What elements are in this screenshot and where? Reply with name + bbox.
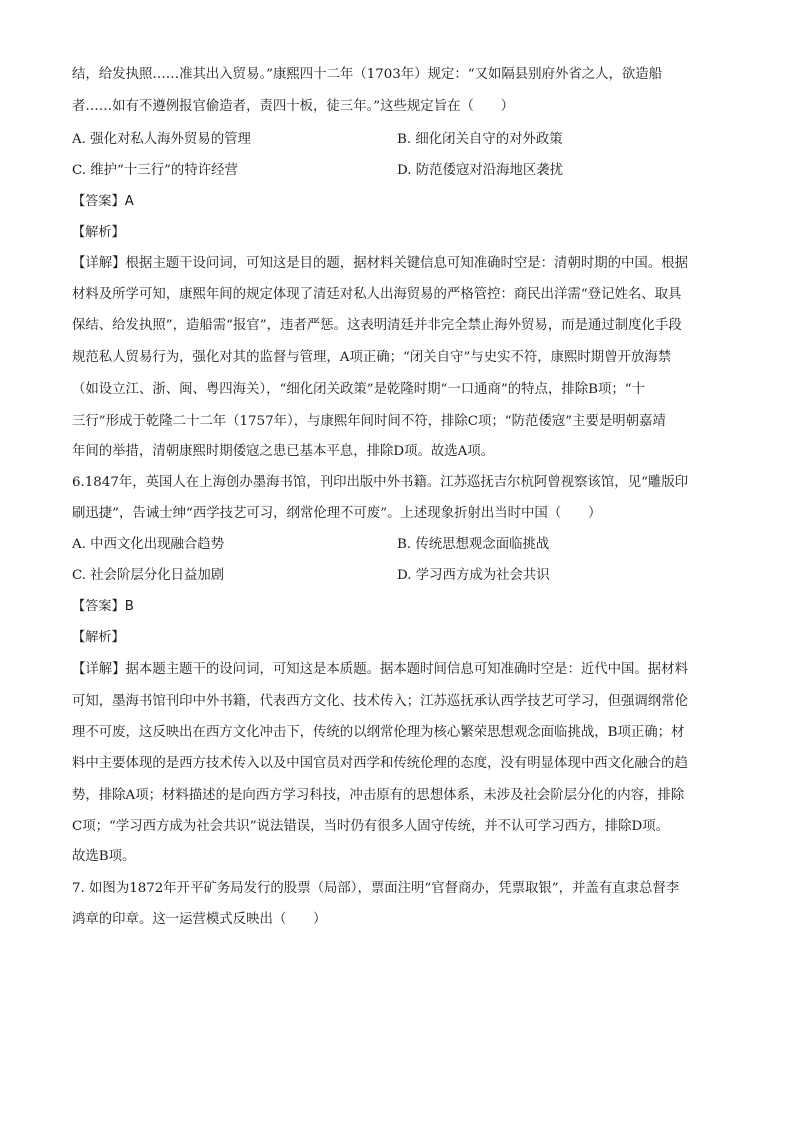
q6-detail-line: 势，排除A项；材料描述的是向西方学习科技，冲击原有的思想体系，未涉及社会阶层分化的内容，排除: [72, 788, 685, 803]
q6-option-c: C. 社会阶层分化日益加剧: [72, 568, 225, 583]
q6-answer: 【答案】B: [72, 599, 134, 614]
q6-option-d: D. 学习西方成为社会共识: [397, 568, 550, 583]
q5-detail-line: （如设立江、浙、闽、粤四海关），“细化闭关政策”是乾隆时期“一口通商”的特点，排除B项；“十: [72, 382, 645, 397]
q5-detail-line: 年间的举措，清朝康熙时期倭寇之患已基本平息，排除D项。故选A项。: [72, 444, 495, 459]
q6-option-b: B. 传统思想观念面临挑战: [397, 537, 550, 552]
q5-detail-line: 保结、给发执照”，造船需“报官”，违者严惩。这表明清廷并非完全禁止海外贸易，而是通过制度化手段: [72, 318, 682, 333]
q6-detail-line: 【详解】据本题主题干的设问词，可知这是本质题。据本题时间信息可知准确时空是：近代中国。据材料: [72, 662, 688, 677]
q6-detail-line: 可知，墨海书馆刊印中外书籍，代表西方文化、技术传入；江苏巡抚承认西学技艺可学习，但强调纲常伦: [72, 694, 688, 709]
q7-stem-line: 7. 如图为1872年开平矿务局发行的股票（局部），票面注明“官督商办，凭票取银”，并盖有直隶总督李: [72, 881, 680, 896]
q5-option-d: D. 防范倭寇对沿海地区袭扰: [397, 163, 564, 178]
intro-line: 结，给发执照……准其出入贸易。”康熙四十二年（1703年）规定：“又如隔县别府外省之人，欲造船: [72, 67, 663, 82]
q5-detail-line: 三行”形成于乾隆二十二年（1757年），与康熙年间时间不符，排除C项；“防范倭寇”主要是明朝嘉靖: [72, 414, 666, 429]
q5-analysis-heading: 【解析】: [72, 225, 125, 240]
q6-stem-line: 刷迅捷”，告诫士绅“西学技艺可习，纲常伦理不可废”。上述现象折射出当时中国（ ）: [72, 506, 602, 521]
q5-detail-line: 材料及所学可知，康熙年间的规定体现了清廷对私人出海贸易的严格管控：商民出洋需“登记姓名、取具: [72, 287, 682, 302]
q6-detail-line: 料中主要体现的是西方技术传入以及中国官员对西学和传统伦理的态度，没有明显体现中西文化融合的趋: [72, 756, 688, 771]
q5-option-c: C. 维护“十三行”的特许经营: [72, 163, 238, 178]
q5-option-a: A. 强化对私人海外贸易的管理: [72, 132, 251, 147]
q7-stem-line: 鸿章的印章。这一运营模式反映出（ ）: [72, 912, 327, 927]
q6-detail-line: 理不可废，这反映出在西方文化冲击下，传统的以纲常伦理为核心繁荣思想观念面临挑战，B项正确；材: [72, 725, 685, 740]
intro-line: 者……如有不遵例报官偷造者，责四十板，徒三年。”这些规定旨在（ ）: [72, 99, 515, 114]
q6-analysis-heading: 【解析】: [72, 630, 125, 645]
q5-detail-line: 【详解】根据主题干设问词，可知这是目的题，据材料关键信息可知准确时空是：清朝时期的中国。根据: [72, 256, 688, 271]
q5-detail-line: 规范私人贸易行为，强化对其的监督与管理，A项正确；“闭关自守”与史实不符，康熙时期曾开放海禁: [72, 350, 672, 365]
q5-answer: 【答案】A: [72, 194, 134, 209]
q6-stem-line: 6.1847年，英国人在上海创办墨海书馆，刊印出版中外书籍。江苏巡抚吉尔杭阿曾视察该馆，见“雕版印: [72, 475, 689, 490]
q6-option-a: A. 中西文化出现融合趋势: [72, 537, 225, 552]
q6-detail-line: 故选B项。: [72, 849, 136, 864]
q6-detail-line: C项；“学习西方成为社会共识”说法错误，当时仍有很多人固守传统，并不认可学习西方，排除D项。: [72, 819, 670, 834]
q5-option-b: B. 细化闭关自守的对外政策: [397, 132, 563, 147]
